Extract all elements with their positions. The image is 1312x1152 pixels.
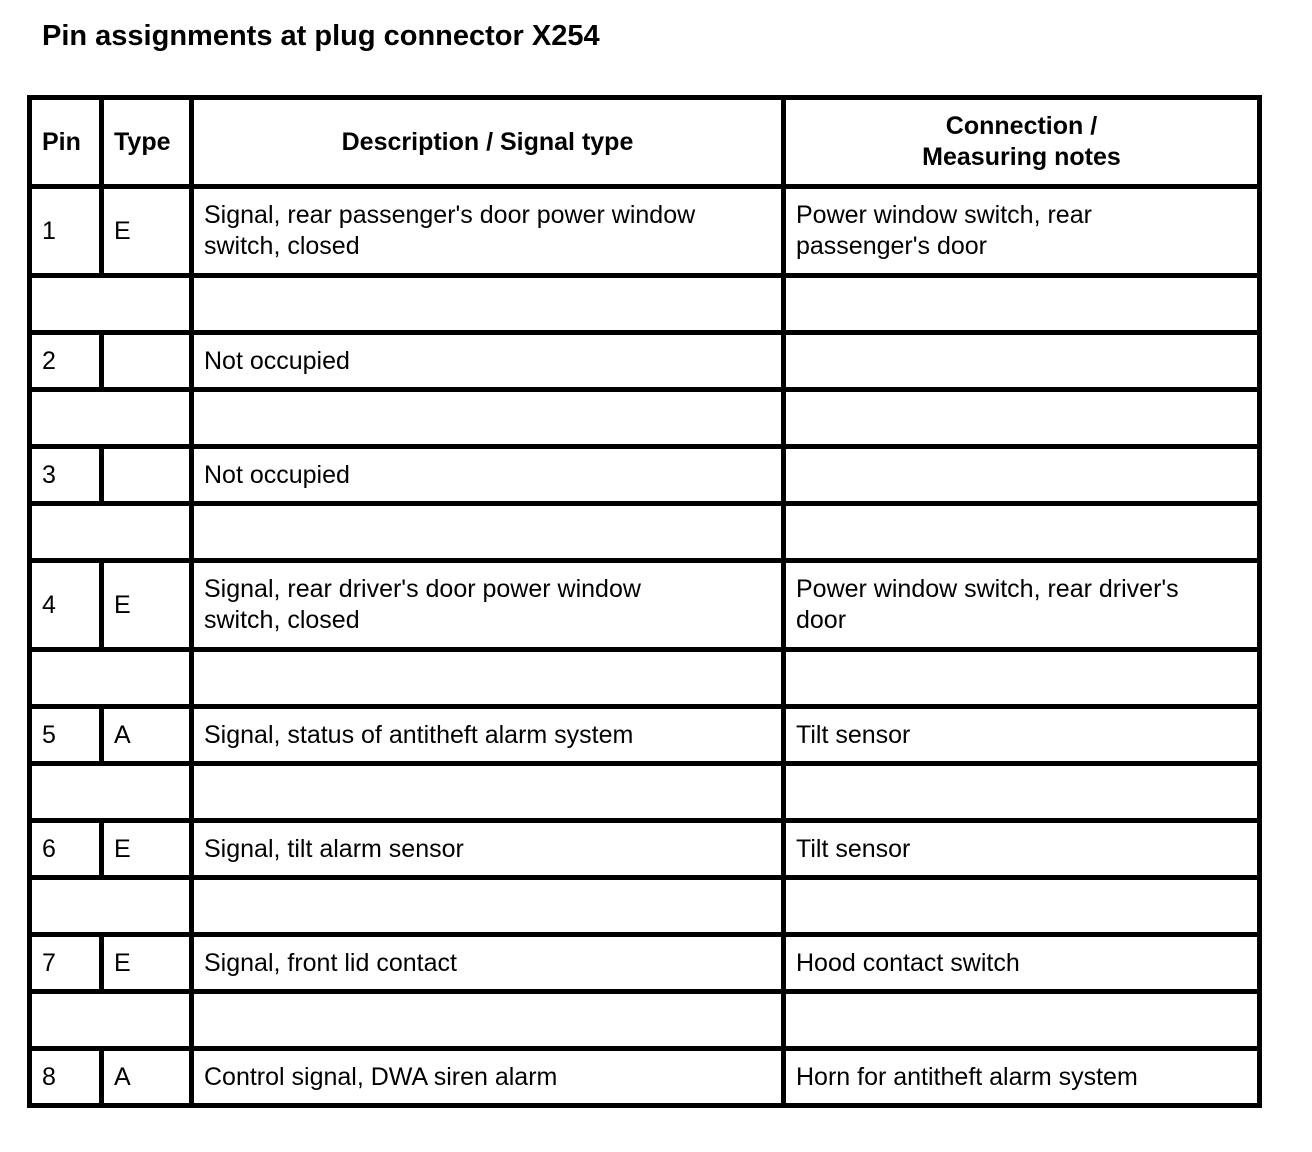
table-row (30, 187, 1260, 276)
header-description: Description / Signal type (192, 98, 784, 187)
description-cell (192, 561, 784, 650)
spacer-cell (784, 276, 1260, 333)
connection-line: Power window switch, rear (796, 201, 1092, 229)
spacer-cell (784, 764, 1260, 821)
description-line: Signal, rear passenger's door power window (204, 201, 696, 229)
connection-line: Power window switch, rear driver's (796, 575, 1179, 603)
pin-cell: 6 (30, 821, 102, 878)
spacer-cell (30, 764, 192, 821)
table-row (30, 707, 1260, 764)
header-type: Type (102, 98, 192, 187)
spacer-cell (192, 390, 784, 447)
header-connection-line1: Connection / (945, 112, 1098, 140)
pin-cell: 5 (30, 707, 102, 764)
type-cell (102, 447, 192, 504)
type-cell: A (102, 1049, 192, 1106)
connection-cell: Horn for antitheft alarm system (784, 1049, 1260, 1106)
description-line: Signal, rear driver's door power window (204, 575, 641, 603)
table-row (30, 561, 1260, 650)
spacer-row (30, 764, 1260, 821)
description-line: switch, closed (204, 232, 360, 260)
description-cell (192, 187, 784, 276)
pin-cell: 3 (30, 447, 102, 504)
spacer-cell (784, 650, 1260, 707)
description-cell: Not occupied (192, 447, 784, 504)
table-row (30, 935, 1260, 992)
connection-cell (784, 561, 1260, 650)
description-cell: Not occupied (192, 333, 784, 390)
table-row (30, 447, 1260, 504)
connection-cell (784, 187, 1260, 276)
table-row (30, 1049, 1260, 1106)
spacer-cell (784, 390, 1260, 447)
type-cell: E (102, 821, 192, 878)
table-row (30, 333, 1260, 390)
description-cell: Control signal, DWA siren alarm (192, 1049, 784, 1106)
description-cell: Signal, tilt alarm sensor (192, 821, 784, 878)
pin-cell: 4 (30, 561, 102, 650)
header-connection-line2: Measuring notes (922, 143, 1121, 171)
spacer-cell (192, 992, 784, 1049)
spacer-cell (192, 276, 784, 333)
spacer-cell (30, 650, 192, 707)
connection-cell (784, 447, 1260, 504)
connection-cell (784, 333, 1260, 390)
spacer-cell (784, 504, 1260, 561)
type-cell: E (102, 561, 192, 650)
spacer-cell (192, 504, 784, 561)
connection-cell: Hood contact switch (784, 935, 1260, 992)
pin-cell: 1 (30, 187, 102, 276)
spacer-row (30, 650, 1260, 707)
connection-line: passenger's door (796, 232, 988, 260)
spacer-cell (30, 878, 192, 935)
pin-cell: 2 (30, 333, 102, 390)
spacer-cell (784, 992, 1260, 1049)
spacer-cell (192, 650, 784, 707)
description-cell: Signal, status of antitheft alarm system (192, 707, 784, 764)
table-row (30, 821, 1260, 878)
spacer-row (30, 504, 1260, 561)
spacer-row (30, 992, 1260, 1049)
spacer-row (30, 276, 1260, 333)
type-cell: A (102, 707, 192, 764)
pin-cell: 7 (30, 935, 102, 992)
type-cell: E (102, 187, 192, 276)
spacer-row (30, 390, 1260, 447)
spacer-cell (30, 390, 192, 447)
header-pin: Pin (30, 98, 102, 187)
pin-assignment-table (27, 95, 1262, 1108)
spacer-row (30, 878, 1260, 935)
spacer-cell (784, 878, 1260, 935)
connection-cell: Tilt sensor (784, 821, 1260, 878)
type-cell: E (102, 935, 192, 992)
spacer-cell (30, 992, 192, 1049)
type-cell (102, 333, 192, 390)
description-line: switch, closed (204, 606, 360, 634)
spacer-cell (192, 764, 784, 821)
connection-line: door (796, 606, 847, 634)
pin-cell: 8 (30, 1049, 102, 1106)
connection-cell: Tilt sensor (784, 707, 1260, 764)
header-connection (784, 98, 1260, 187)
table-header-row (30, 98, 1260, 187)
spacer-cell (192, 878, 784, 935)
spacer-cell (30, 276, 192, 333)
page-title: Pin assignments at plug connector X254 (42, 20, 600, 52)
spacer-cell (30, 504, 192, 561)
description-cell: Signal, front lid contact (192, 935, 784, 992)
